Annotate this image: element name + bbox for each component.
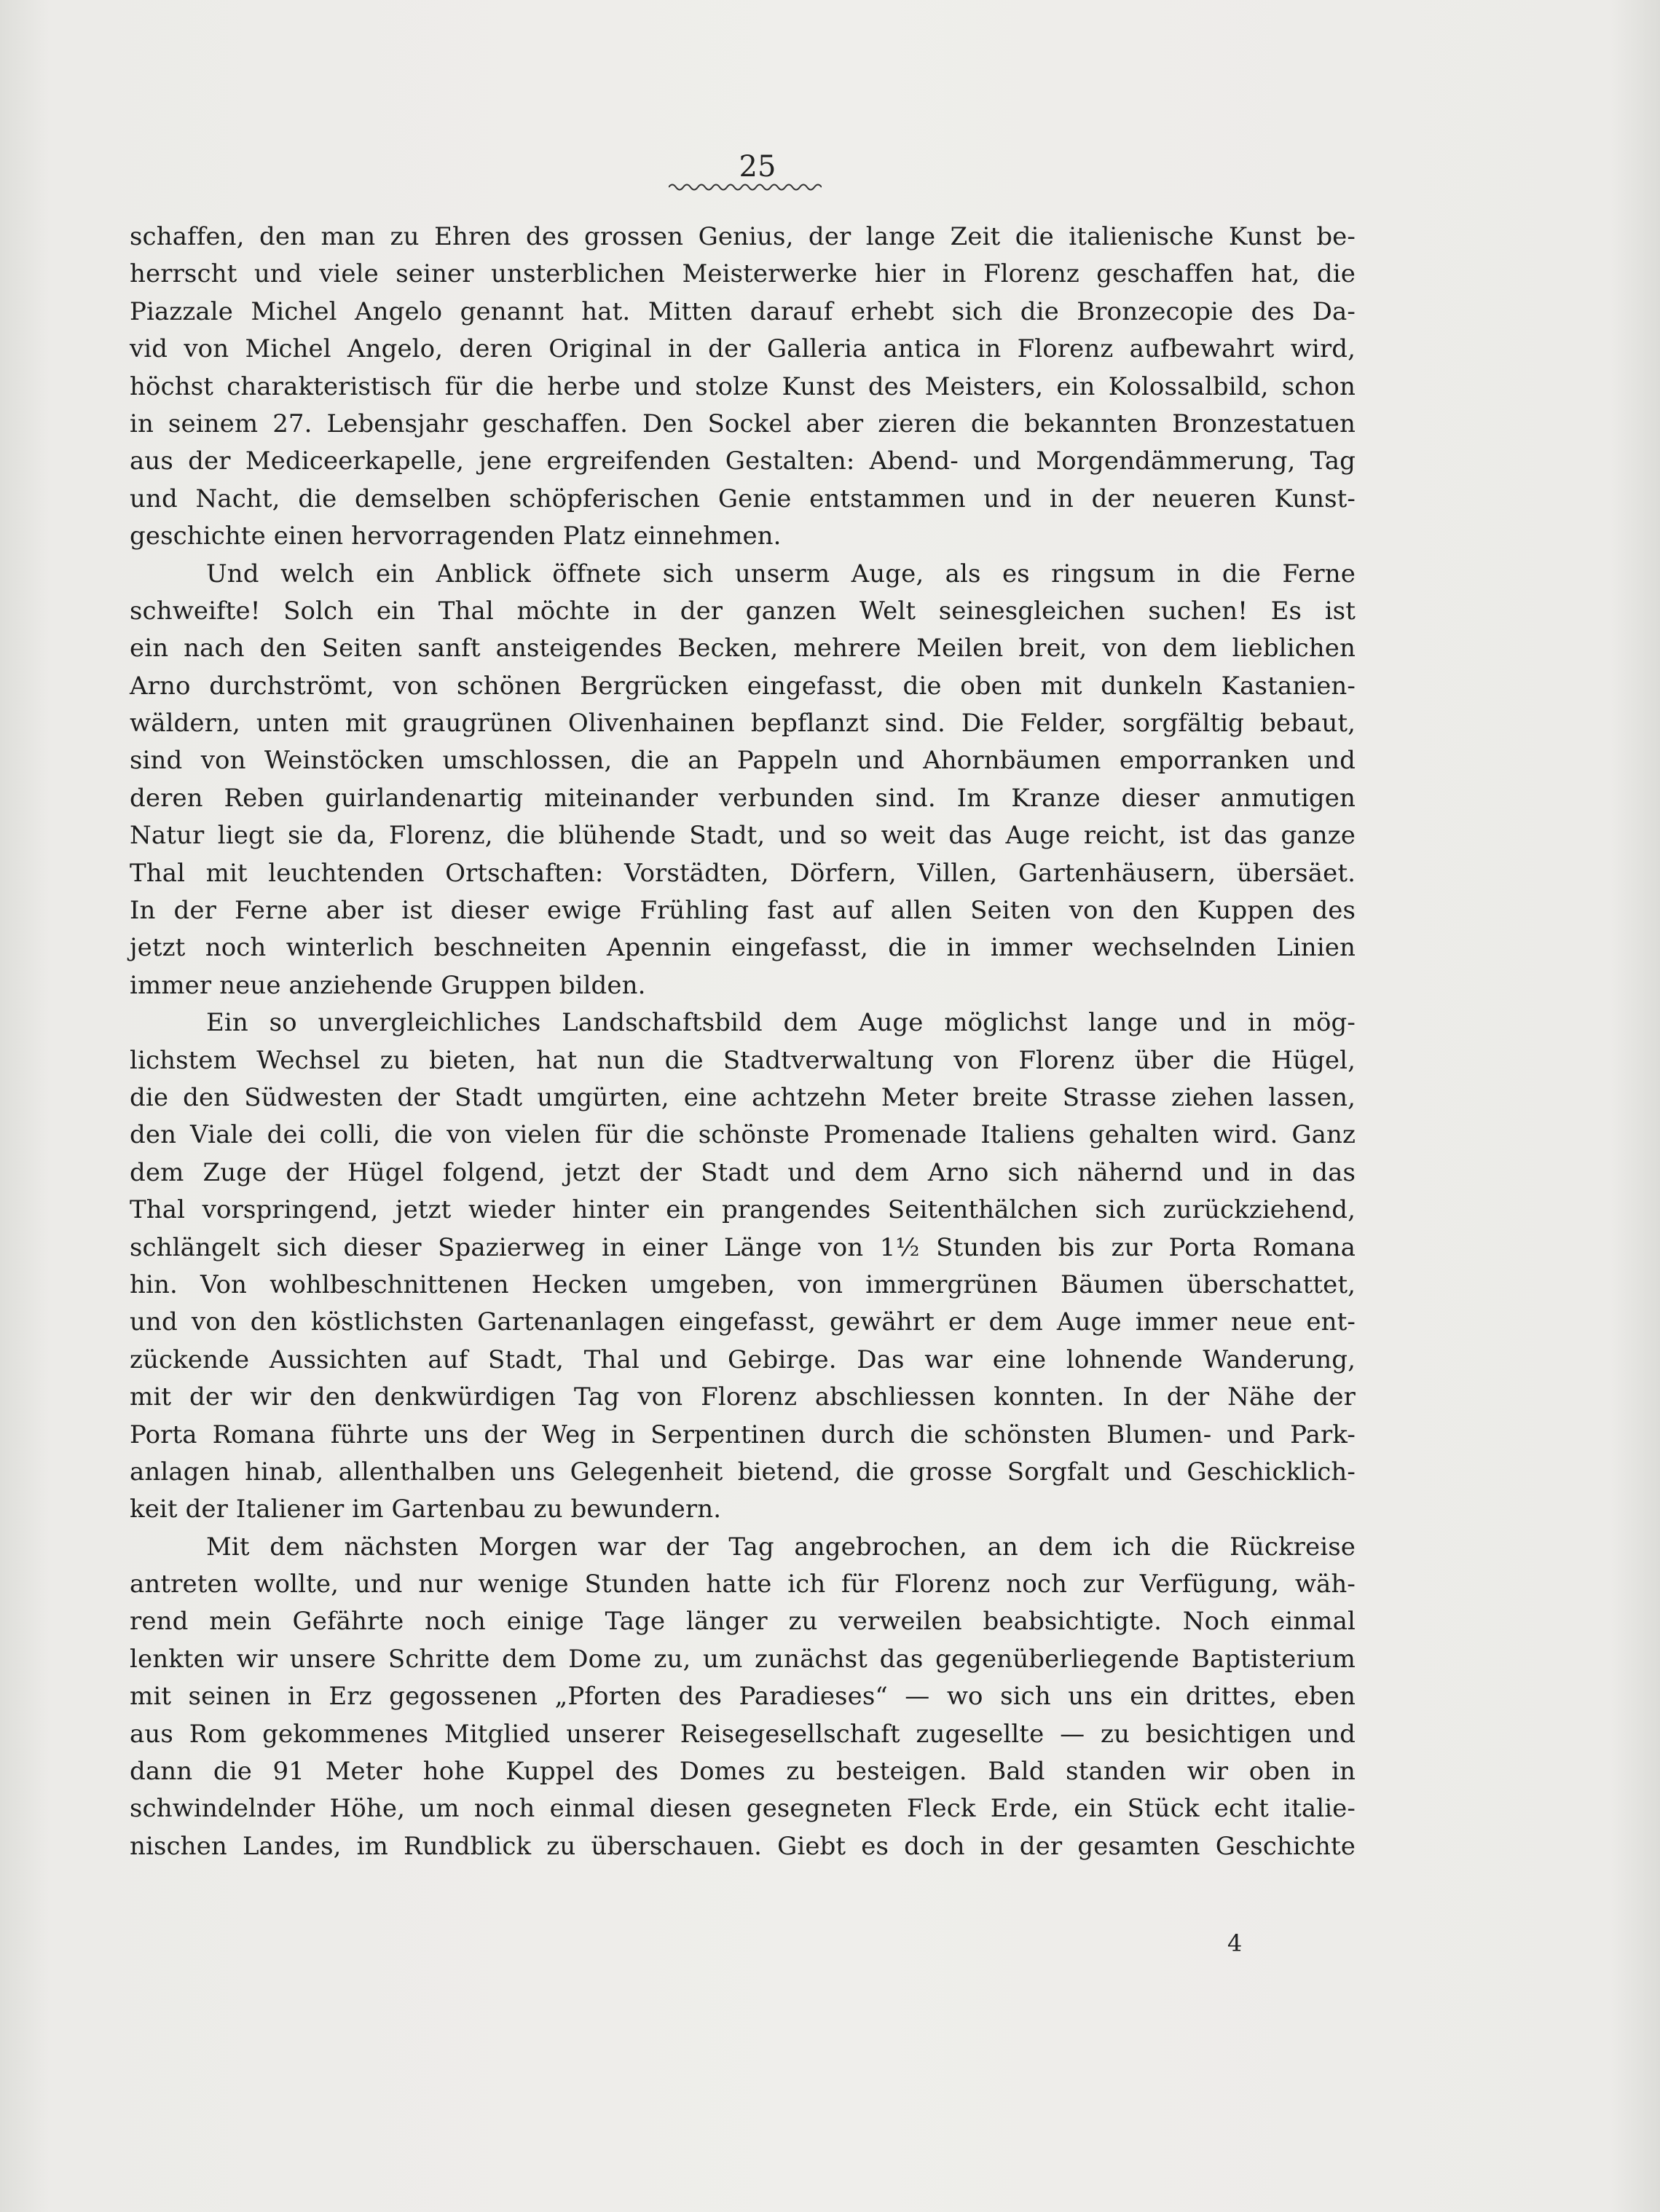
page-number: 25 [739, 150, 776, 184]
text-line: aus Rom gekommenes Mitglied unserer Reisegesellschaft zugesellte — zu besichtigen und [130, 1719, 1356, 1749]
text-line: antreten wollte, und nur wenige Stunden hatte ich für Florenz noch zur Verfügung, wäh- [130, 1570, 1356, 1599]
text-line: keit der Italiener im Gartenbau zu bewundern. [130, 1495, 722, 1524]
text-line: mit der wir den denkwürdigen Tag von Florenz abschliessen konnten. In der Nähe der [130, 1382, 1356, 1412]
text-line: In der Ferne aber ist dieser ewige Frühling fast auf allen Seiten von den Kuppen des [130, 896, 1356, 926]
text-line: schaffen, den man zu Ehren des grossen Genius, der lange Zeit die italienische Kunst be- [130, 222, 1356, 251]
text-line: den Viale dei colli, die von vielen für die schönste Promenade Italiens gehalten wird. Ganz [130, 1120, 1356, 1150]
text-line: jetzt noch winterlich beschneiten Apennin eingefasst, die in immer wechselnden Linien [130, 933, 1356, 963]
text-line: anlagen hinab, allenthalben uns Gelegenheit bietend, die grosse Sorgfalt und Geschicklich- [130, 1457, 1356, 1487]
text-line: sind von Weinstöcken umschlossen, die an Pappeln und Ahornbäumen emporranken und [130, 746, 1356, 776]
text-line: zückende Aussichten auf Stadt, Thal und Gebirge. Das war eine lohnende Wanderung, [130, 1345, 1356, 1374]
signature-mark: 4 [1227, 1929, 1243, 1957]
text-line: die den Südwesten der Stadt umgürten, eine achtzehn Meter breite Strasse ziehen lassen, [130, 1082, 1356, 1112]
text-line: Natur liegt sie da, Florenz, die blühende Stadt, und so weit das Auge reicht, ist das ganze [130, 821, 1356, 851]
text-line: lenkten wir unsere Schritte dem Dome zu, um zunächst das gegenüberliegende Baptisterium [130, 1644, 1356, 1674]
text-line: lichstem Wechsel zu bieten, hat nun die Stadtverwaltung von Florenz über die Hügel, [130, 1045, 1356, 1075]
text-line: Ein so unvergleichliches Landschaftsbild dem Auge möglichst lange und in mög- [206, 1008, 1356, 1038]
text-line: herrscht und viele seiner unsterblichen Meisterwerke hier in Florenz geschaffen hat, die [130, 259, 1356, 289]
text-line: Thal vorspringend, jetzt wieder hinter ein prangendes Seitenthälchen sich zurückziehend, [130, 1195, 1356, 1225]
text-line: in seinem 27. Lebensjahr geschaffen. Den Sockel aber zieren die bekannten Bronzestatuen [130, 409, 1356, 438]
text-line: Piazzale Michel Angelo genannt hat. Mitten darauf erhebt sich die Bronzecopie des Da- [130, 296, 1356, 326]
text-line: höchst charakteristisch für die herbe und stolze Kunst des Meisters, ein Kolossalbild, schon [130, 371, 1356, 401]
text-line: vid von Michel Angelo, deren Original in der Galleria antica in Florenz aufbewahrt wird, [130, 334, 1356, 364]
text-line: schlängelt sich dieser Spazierweg in einer Länge von 1½ Stunden bis zur Porta Romana [130, 1232, 1356, 1262]
wavy-ornament-icon [669, 182, 822, 192]
text-line: wäldern, unten mit graugrünen Olivenhainen bepflanzt sind. Die Felder, sorgfältig bebaut, [130, 709, 1356, 739]
text-line: Arno durchströmt, von schönen Bergrücken eingefasst, die oben mit dunkeln Kastanien- [130, 671, 1356, 701]
text-line: aus der Mediceerkapelle, jene ergreifenden Gestalten: Abend- und Morgendämmerung, Tag [130, 446, 1356, 476]
text-line: mit seinen in Erz gegossenen „Pforten des Paradieses“ — wo sich uns ein drittes, eben [130, 1682, 1356, 1712]
text-line: Mit dem nächsten Morgen war der Tag angebrochen, an dem ich die Rückreise [206, 1532, 1356, 1562]
text-line: dann die 91 Meter hohe Kuppel des Domes zu besteigen. Bald standen wir oben in [130, 1757, 1356, 1787]
text-line: dem Zuge der Hügel folgend, jetzt der Stadt und dem Arno sich nähernd und in das [130, 1157, 1356, 1187]
text-line: und Nacht, die demselben schöpferischen Genie entstammen und in der neueren Kunst- [130, 484, 1356, 513]
text-line: immer neue anziehende Gruppen bilden. [130, 970, 646, 1000]
text-line: nischen Landes, im Rundblick zu überschauen. Giebt es doch in der gesamten Geschichte [130, 1831, 1356, 1861]
text-line: deren Reben guirlandenartig miteinander verbunden sind. Im Kranze dieser anmutigen [130, 783, 1356, 813]
text-line: schwindelnder Höhe, um noch einmal diesen gesegneten Fleck Erde, ein Stück echt italie- [130, 1794, 1356, 1824]
text-line: ein nach den Seiten sanft ansteigendes Becken, mehrere Meilen breit, von dem lieblichen [130, 634, 1356, 664]
text-line: hin. Von wohlbeschnittenen Hecken umgeben, von immergrünen Bäumen überschattet, [130, 1270, 1356, 1299]
body-text [130, 219, 1356, 1865]
text-line: Und welch ein Anblick öffnete sich unserm Auge, als es ringsum in die Ferne [206, 559, 1356, 589]
text-line: geschichte einen hervorragenden Platz einnehmen. [130, 521, 782, 551]
text-line: Thal mit leuchtenden Ortschaften: Vorstädten, Dörfern, Villen, Gartenhäusern, übersäet. [130, 858, 1356, 888]
text-line: und von den köstlichsten Gartenanlagen eingefasst, gewährt er dem Auge immer neue ent- [130, 1307, 1356, 1337]
text-line: Porta Romana führte uns der Weg in Serpentinen durch die schönsten Blumen- und Park- [130, 1420, 1356, 1449]
text-line: rend mein Gefährte noch einige Tage länger zu verweilen beabsichtigte. Noch einmal [130, 1607, 1356, 1637]
text-line: schweifte! Solch ein Thal möchte in der ganzen Welt seinesgleichen suchen! Es ist [130, 596, 1356, 626]
